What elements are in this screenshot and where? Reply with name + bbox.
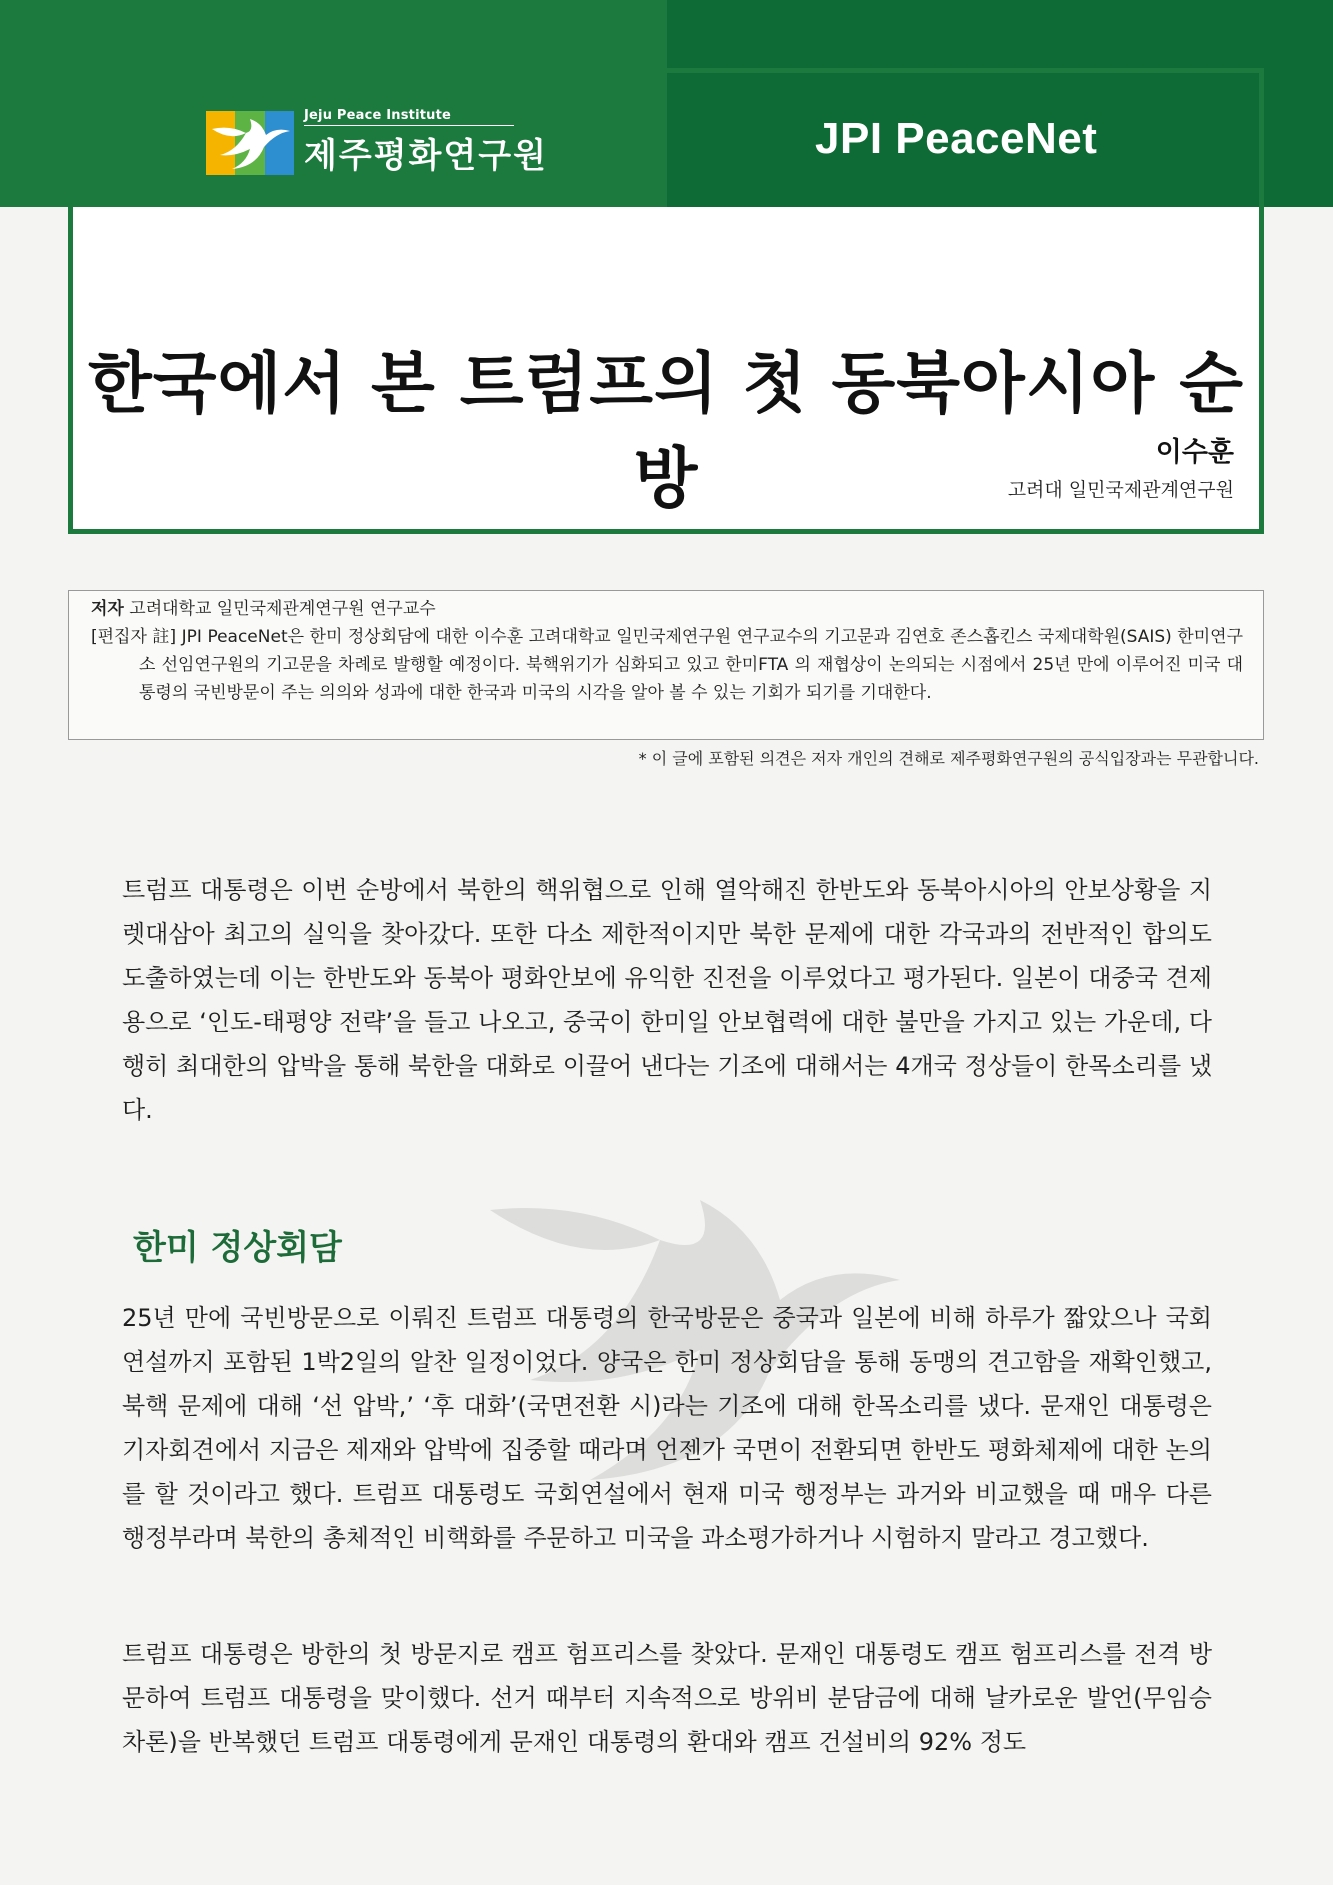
institute-name-en: Jeju Peace Institute <box>304 108 514 126</box>
page-title: 한국에서 본 트럼프의 첫 동북아시아 순방 <box>88 345 1244 517</box>
body-paragraph-1: 트럼프 대통령은 이번 순방에서 북한의 핵위협으로 인해 열악해진 한반도와 동북아시아의 안보상황을 지렛대삼아 최고의 실익을 찾아갔다. 또한 다소 제한적이지만 북한 문제에 대한 각국과의 전반적인 합의도 도출하였는데 이는 한반도와 동북아 평화안보에 유익한 진전을 이루었다고 평가된다. 일본이 대중국 견제용으로 ‘인도-태평양 전략’을 들고 나오고, 중국이 한미일 안보협력에 대한 불만을 가지고 있는 가운데, 다행히 최대한의 압박을 통해 북한을 대화로 이끌어 낸다는 기조에 대해서는 4개국 정상들이 한목소리를 냈다. <box>122 876 1212 1124</box>
disclaimer: * 이 글에 포함된 의견은 저자 개인의 견해로 제주평화연구원의 공식입장과는 무관합니다. <box>638 749 1259 768</box>
peacenet-brand: JPI PeaceNet <box>815 114 1098 163</box>
editor-label: [편집자 註] <box>91 627 177 647</box>
body-paragraph-3: 트럼프 대통령은 방한의 첫 방문지로 캠프 험프리스를 찾았다. 문재인 대통령도 캠프 험프리스를 전격 방문하여 트럼프 대통령을 맞이했다. 선거 때부터 지속적으로 방위비 분담금에 대해 날카로운 발언(무임승차론)을 반복했던 트럼프 대통령에게 문재인 대통령의 환대와 캠프 건설비의 92% 정도 <box>122 1640 1212 1756</box>
author-text: 고려대학교 일민국제관계연구원 연구교수 <box>129 599 436 619</box>
section-title: 한미 정상회담 <box>133 1228 342 1268</box>
author-label: 저자 <box>91 599 124 619</box>
author-editor-note-box <box>68 590 1264 740</box>
author-affiliation: 고려대 일민국제관계연구원 <box>1007 479 1234 501</box>
dove-logo-icon <box>206 111 294 175</box>
author-name: 이수훈 <box>1155 437 1234 468</box>
editor-note <box>91 623 1243 707</box>
author-line <box>91 595 1243 623</box>
jeju-peace-institute-logo <box>206 108 548 177</box>
institute-name-ko: 제주평화연구원 <box>304 136 548 176</box>
editor-text: JPI PeaceNet은 한미 정상회담에 대한 이수훈 고려대학교 일민국제연구원 연구교수의 기고문과 김연호 존스홉킨스 국제대학원(SAIS) 한미연구소 선임연구원의 기고문을 차례로 발행할 예정이다. 북핵위기가 심화되고 있고 한미FTA 의 재협상이 논의되는 시점에서 25년 만에 이루어진 미국 대통령의 국빈방문이 주는 의의와 성과에 대한 한국과 미국의 시각을 알아 볼 수 있는 기회가 되기를 기대한다. <box>139 627 1243 703</box>
body-paragraph-2: 25년 만에 국빈방문으로 이뤄진 트럼프 대통령의 한국방문은 중국과 일본에 비해 하루가 짧았으나 국회연설까지 포함된 1박2일의 알찬 일정이었다. 양국은 한미 정상회담을 통해 동맹의 견고함을 재확인했고, 북핵 문제에 대해 ‘선 압박,’ ‘후 대화’(국면전환 시)라는 기조에 대해 한목소리를 냈다. 문재인 대통령은 기자회견에서 지금은 제재와 압박에 집중할 때라며 언젠가 국면이 전환되면 한반도 평화체제에 대한 논의를 할 것이라고 했다. 트럼프 대통령도 국회연설에서 현재 미국 행정부는 과거와 비교했을 때 매우 다른 행정부라며 북한의 총체적인 비핵화를 주문하고 미국을 과소평가하거나 시험하지 말라고 경고했다. <box>122 1304 1212 1552</box>
